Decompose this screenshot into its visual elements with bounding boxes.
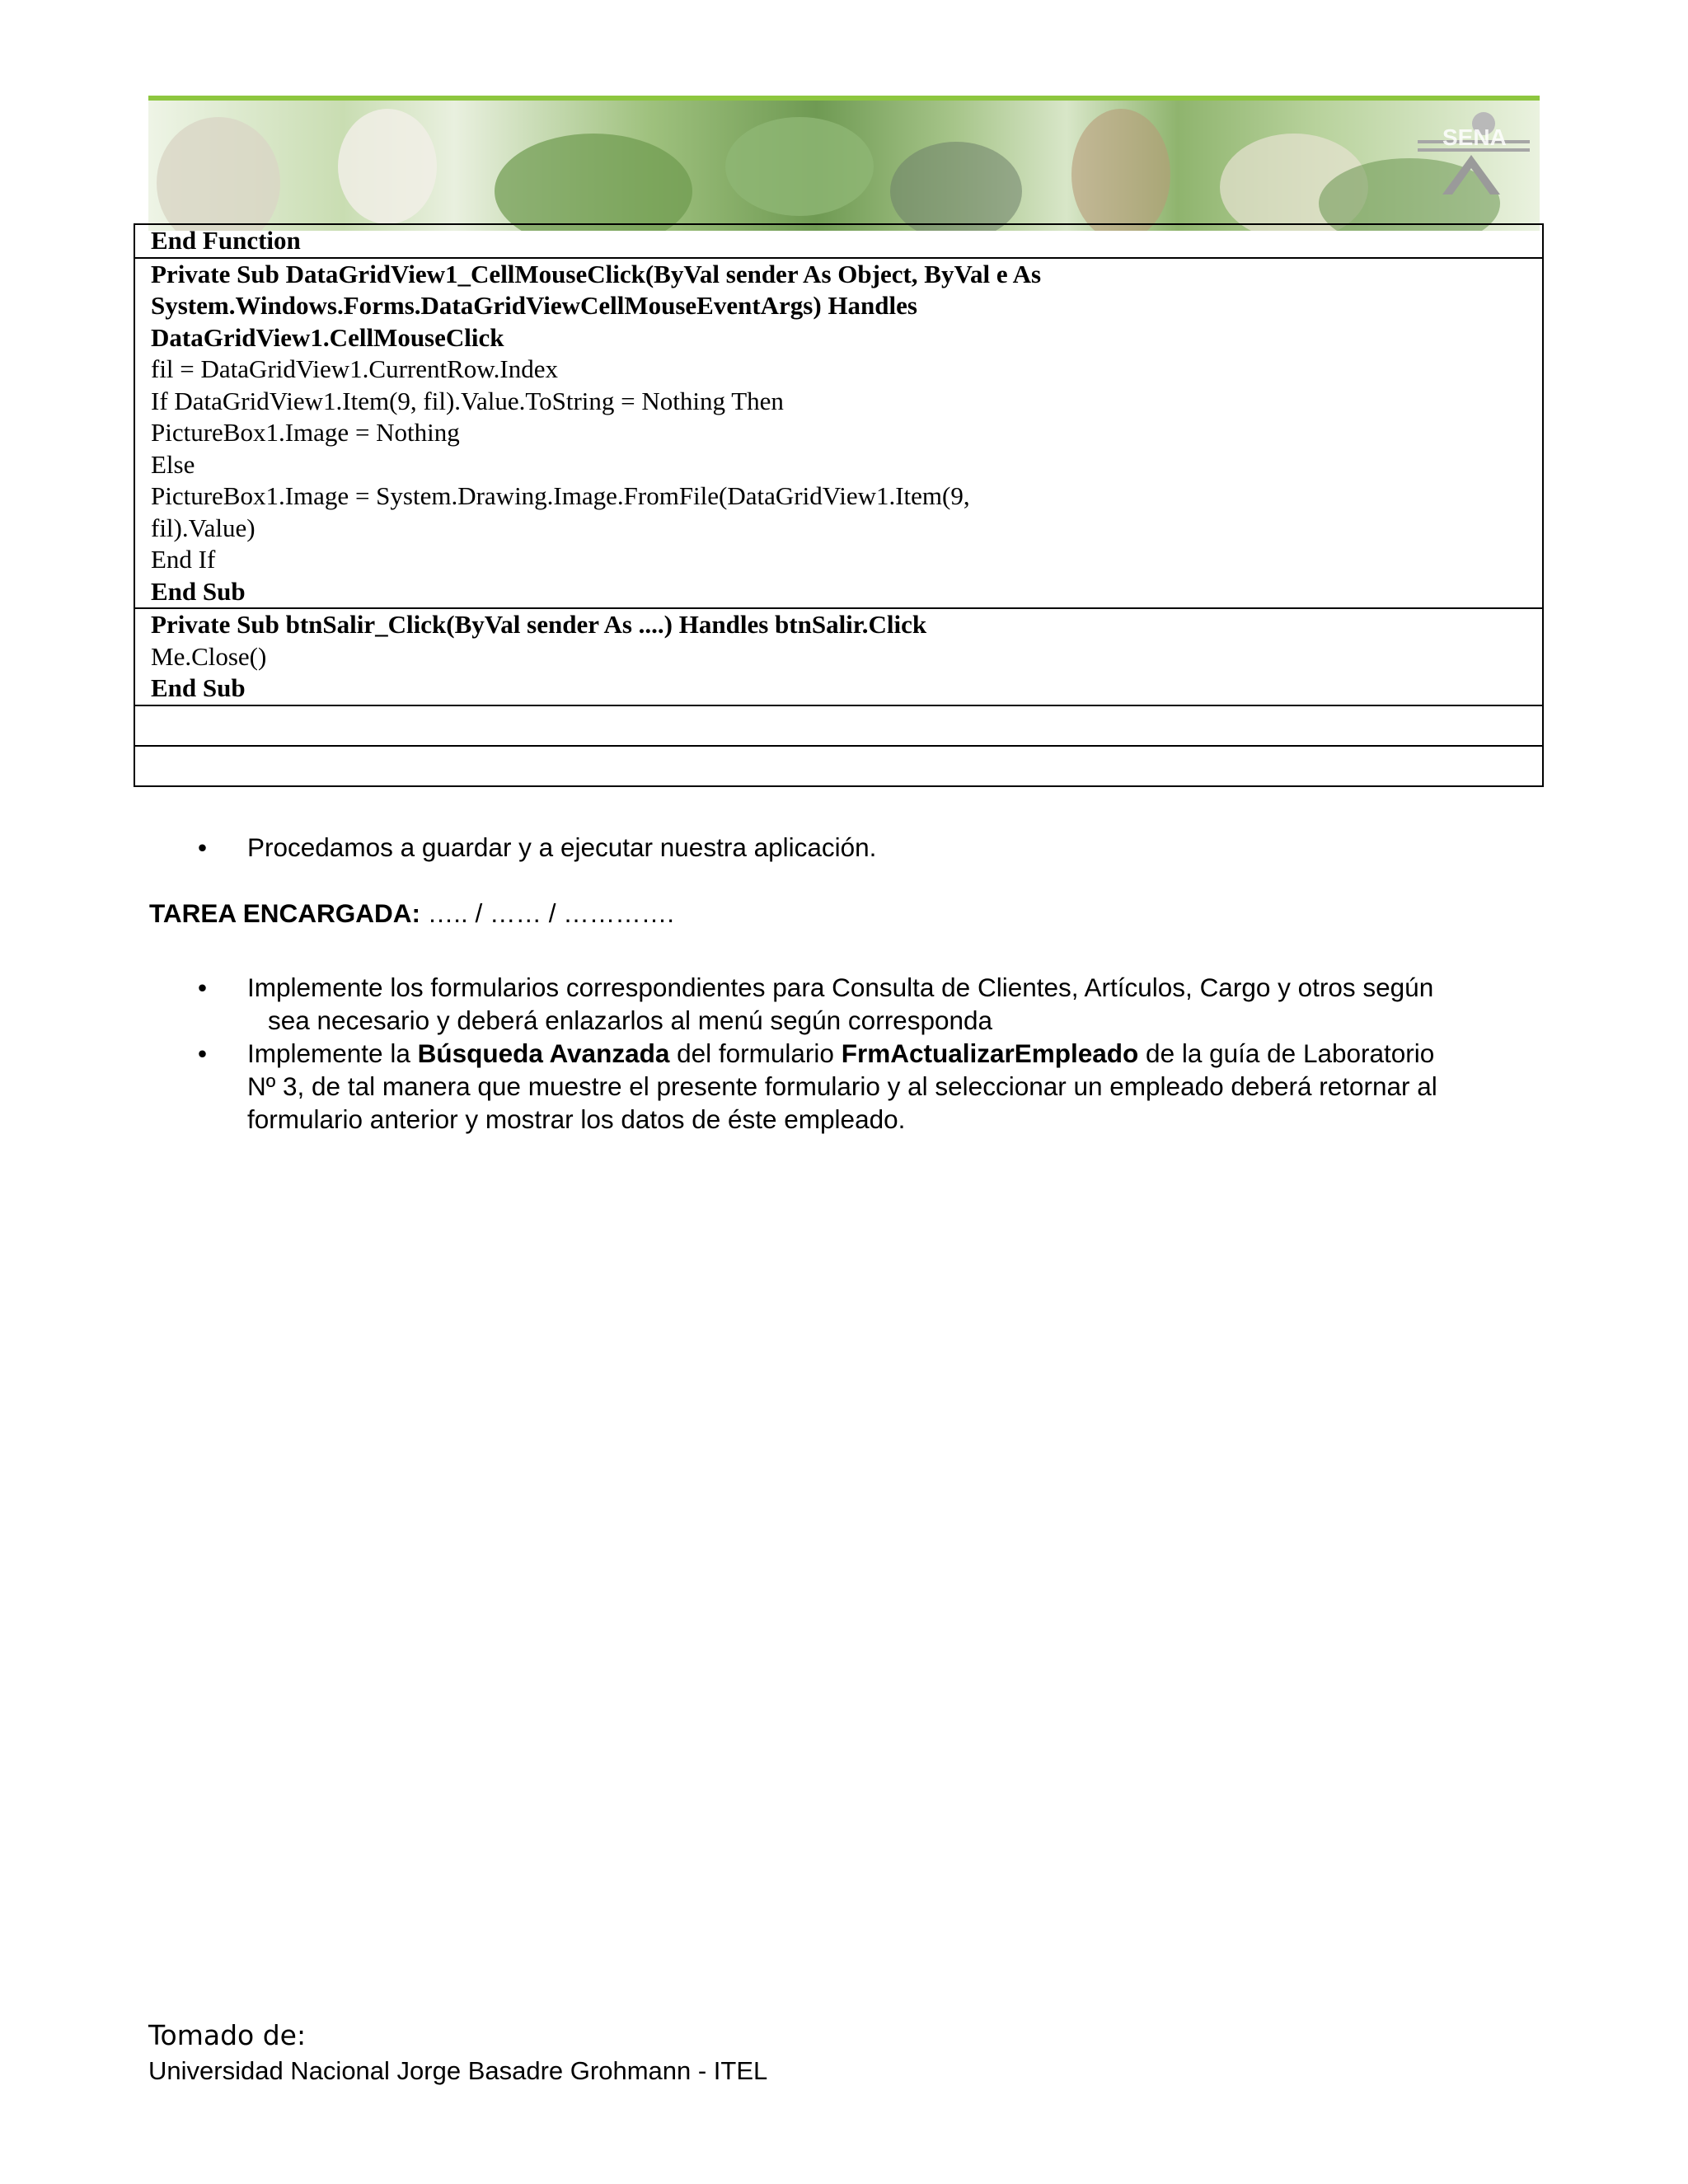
code-cell [134, 224, 1543, 258]
empty-cell [134, 705, 1543, 746]
text-run: de la guía de Laboratorio [1138, 1038, 1435, 1068]
list-item [198, 1037, 1437, 1136]
code-line: If DataGridView1.Item(9, fil).Value.ToString = Nothing Then [151, 386, 784, 415]
text-run: Implemente la [247, 1038, 418, 1068]
code-line: End Sub [151, 673, 246, 702]
code-line: fil = DataGridView1.CurrentRow.Index [151, 354, 558, 383]
code-row-cellmouseclick [134, 258, 1543, 609]
empty-row-1 [134, 705, 1543, 746]
code-line: PictureBox1.Image = Nothing [151, 418, 460, 447]
banner-photo-1 [157, 117, 280, 231]
tarea-encargada [149, 898, 674, 929]
list-item-text: Nº 3, de tal manera que muestre el presente formulario y al seleccionar un empleado deberá retornar al [247, 1071, 1437, 1101]
list-item-text: formulario anterior y mostrar los datos de éste empleado. [247, 1104, 906, 1134]
footer-source-name: Universidad Nacional Jorge Basadre Grohmann - ITEL [148, 2056, 768, 2085]
code-line: End If [151, 545, 216, 574]
list-item-text: sea necesario y deberá enlazarlos al menú según corresponda [268, 1005, 993, 1035]
code-line: Private Sub btnSalir_Click(ByVal sender As ....) Handles btnSalir.Click [151, 610, 927, 639]
tarea-label: TAREA ENCARGADA: [149, 898, 420, 928]
code-cell [134, 608, 1543, 705]
bullet-icon: • [198, 1038, 208, 1068]
svg-text:SENA: SENA [1442, 124, 1507, 150]
task-bullet-list [198, 971, 1437, 1136]
text-run: del formulario [669, 1038, 842, 1068]
code-line: Else [151, 449, 195, 479]
banner-photo-4 [725, 117, 874, 216]
list-item-text [247, 1037, 1437, 1070]
banner-photo-5 [890, 142, 1022, 231]
list-item-text: Implemente los formularios correspondientes para Consulta de Clientes, Artículos, Cargo y otros según [247, 972, 1434, 1002]
code-table [134, 223, 1544, 787]
empty-cell [134, 746, 1543, 786]
code-line: End Function [151, 226, 301, 255]
text-run-bold: Búsqueda Avanzada [417, 1038, 670, 1068]
footer-source-label: Tomado de: [148, 2019, 307, 2051]
bullet-icon: • [198, 832, 208, 862]
code-row-btnsalir [134, 608, 1543, 705]
code-line: System.Windows.Forms.DataGridViewCellMouseEventArgs) Handles [151, 291, 917, 320]
list-item-text: Procedamos a guardar y a ejecutar nuestra aplicación. [247, 832, 877, 862]
tarea-dates: ….. / …… / …………. [420, 898, 675, 928]
text-run-bold: FrmActualizarEmpleado [841, 1038, 1139, 1068]
banner-photo-6 [1071, 109, 1170, 231]
banner-photo-3 [495, 134, 692, 231]
empty-row-2 [134, 746, 1543, 786]
code-line: PictureBox1.Image = System.Drawing.Image.FromFile(DataGridView1.Item(9, [151, 481, 970, 510]
header-banner [148, 96, 1540, 231]
code-line: fil).Value) [151, 513, 256, 542]
bullet-icon: • [198, 972, 208, 1002]
list-item [198, 831, 876, 864]
save-bullet-list [198, 831, 876, 864]
code-cell [134, 258, 1543, 609]
sena-logo [1409, 105, 1533, 196]
list-item [198, 971, 1437, 1037]
code-row-end-function [134, 224, 1543, 258]
code-line: DataGridView1.CellMouseClick [151, 322, 504, 352]
banner-photo-2 [338, 109, 437, 224]
code-line: Private Sub DataGridView1_CellMouseClick(ByVal sender As Object, ByVal e As [151, 259, 1042, 288]
code-line: Me.Close() [151, 641, 267, 671]
code-line: End Sub [151, 576, 246, 606]
